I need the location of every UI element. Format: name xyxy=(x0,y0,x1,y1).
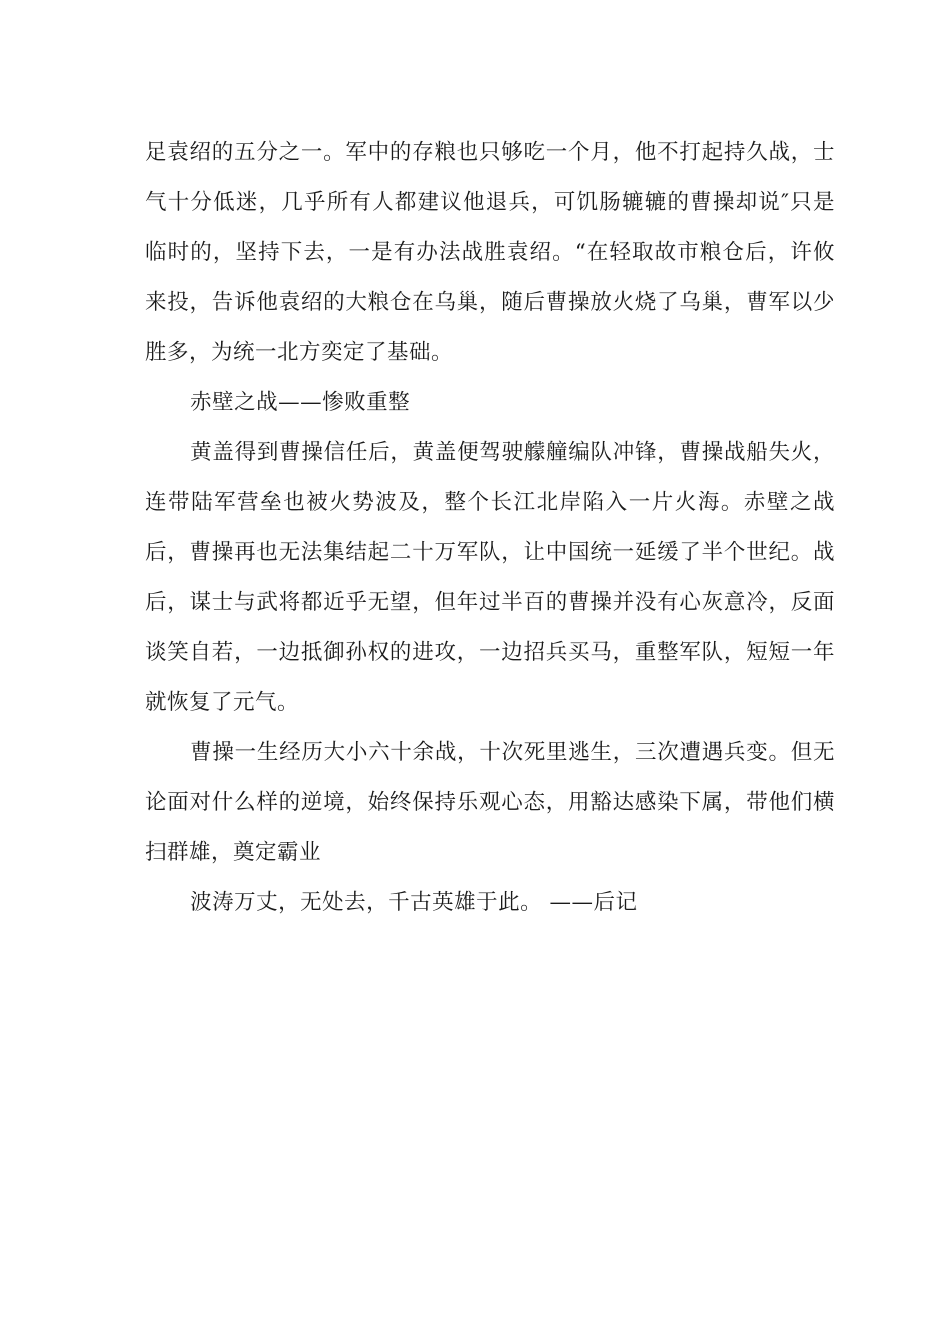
paragraph-chibi: 黄盖得到曹操信任后，黄盖便驾驶艨艟编队冲锋，曹操战船失火，连带陆军营垒也被火势波及，整个长江北岸陷入一片火海。赤壁之战后，曹操再也无法集结起二十万军队，让中国统一延缓了半个世纪。战后，谋士与武将都近乎无望，但年过半百的曹操并没有心灰意冷，反面谈笑自若，一边抵御孙权的进攻，一边招兵买马，重整军队，短短一年就恢复了元气。 xyxy=(145,440,835,715)
section-heading-chibi: 赤壁之战——惨败重整 xyxy=(190,390,411,415)
paragraph-guandu-end: 足袁绍的五分之一。军中的存粮也只够吃一个月，他不打起持久战，士气十分低迷，几乎所有人都建议他退兵，可饥肠辘辘的曹操却说″只是临时的，坚持下去，一是有办法战胜袁绍。“在轻取故市粮仓后，许攸来投，告诉他袁绍的大粮仓在乌巢，随后曹操放火烧了乌巢，曹军以少胜多，为统一北方奕定了基础。 xyxy=(145,140,835,365)
epilogue-line: 波涛万丈，无处去，千古英雄于此。 ——后记 xyxy=(190,890,638,915)
document-body xyxy=(145,128,835,928)
paragraph-summary: 曹操一生经历大小六十余战，十次死里逃生，三次遭遇兵变。但无论面对什么样的逆境，始终保持乐观心态，用豁达感染下属，带他们横扫群雄，奠定霸业 xyxy=(145,740,835,865)
